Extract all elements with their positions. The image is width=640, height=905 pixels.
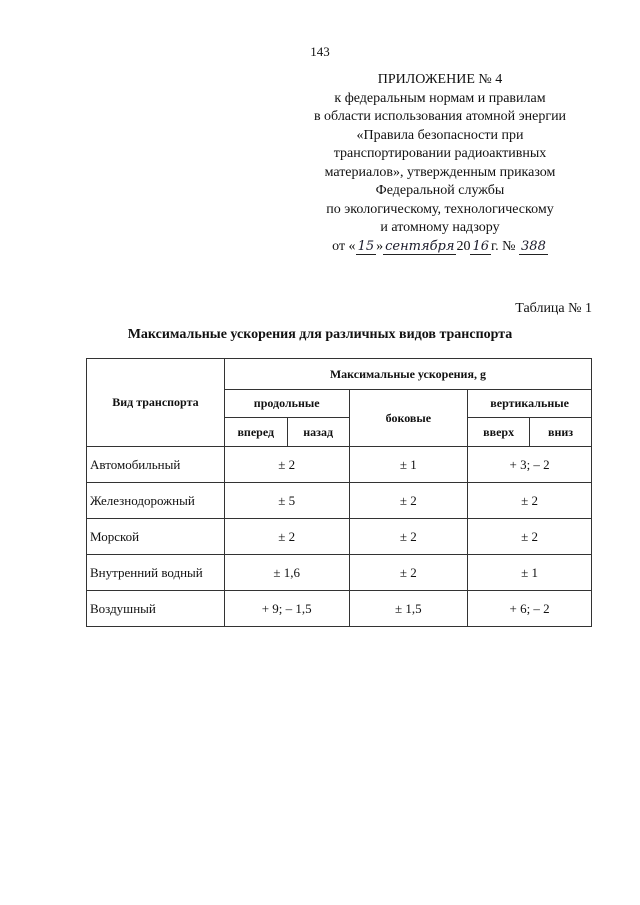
- table-title: Максимальные ускорения для различных видов транспорта: [127, 327, 513, 342]
- header-back: назад: [287, 418, 349, 447]
- appendix-line: транспортировании радиоактивных: [333, 146, 547, 161]
- lateral-value: ± 2: [349, 483, 468, 519]
- page-number: 143: [310, 44, 330, 59]
- longitudinal-value: ± 5: [224, 483, 349, 519]
- appendix-line: Федеральной службы: [375, 183, 505, 198]
- appendix-header: [290, 71, 590, 256]
- order-month: сентября: [385, 238, 455, 254]
- longitudinal-value: ± 2: [224, 519, 349, 555]
- table-row: [87, 519, 592, 555]
- appendix-line: по экологическому, технологическому: [326, 201, 554, 217]
- lateral-value: ± 1: [349, 447, 468, 483]
- lateral-value: ± 2: [349, 519, 468, 555]
- order-mid: »: [376, 238, 384, 254]
- vertical-value: ± 2: [468, 483, 592, 519]
- appendix-line: и атомному надзору: [380, 220, 500, 235]
- header-vertical: вертикальные: [468, 390, 592, 418]
- table-row: [87, 555, 592, 591]
- order-year: 16: [472, 238, 489, 254]
- order-day: 15: [357, 238, 375, 254]
- appendix-line: в области использования атомной энергии: [313, 109, 567, 124]
- accelerations-table: [86, 358, 592, 627]
- vertical-value: ± 2: [468, 519, 592, 555]
- appendix-title: ПРИЛОЖЕНИЕ № 4: [377, 72, 503, 87]
- lateral-value: ± 1,5: [349, 591, 468, 627]
- order-year-suffix: г. №: [491, 238, 516, 254]
- header-transport: Вид транспорта: [87, 359, 225, 447]
- appendix-line: «Правила безопасности при: [356, 127, 524, 143]
- order-number: 388: [521, 238, 546, 254]
- transport-name: Железнодорожный: [87, 483, 225, 519]
- transport-name: Внутренний водный: [87, 555, 225, 591]
- vertical-value: ± 1: [468, 555, 592, 591]
- header-forward: вперед: [224, 418, 287, 447]
- header-longitudinal: продольные: [224, 390, 349, 418]
- longitudinal-value: ± 1,6: [224, 555, 349, 591]
- transport-name: Автомобильный: [87, 447, 225, 483]
- appendix-line: к федеральным нормам и правилам: [334, 90, 546, 106]
- table-row: [87, 483, 592, 519]
- transport-name: Морской: [87, 519, 225, 555]
- transport-name: Воздушный: [87, 591, 225, 627]
- header-max-accel: Максимальные ускорения, g: [224, 359, 591, 390]
- longitudinal-value: + 9; – 1,5: [224, 591, 349, 627]
- table-row: [87, 591, 592, 627]
- header-down: вниз: [530, 418, 592, 447]
- vertical-value: + 6; – 2: [468, 591, 592, 627]
- order-year-prefix: 20: [456, 238, 471, 254]
- lateral-value: ± 2: [349, 555, 468, 591]
- order-line: [290, 238, 590, 257]
- table-caption: Таблица № 1: [515, 301, 592, 316]
- header-lateral: боковые: [349, 390, 468, 447]
- appendix-line: материалов», утвержденным приказом: [324, 164, 556, 180]
- vertical-value: + 3; – 2: [468, 447, 592, 483]
- order-prefix: от «: [332, 238, 356, 254]
- table-row: [87, 447, 592, 483]
- header-up: вверх: [468, 418, 530, 447]
- longitudinal-value: ± 2: [224, 447, 349, 483]
